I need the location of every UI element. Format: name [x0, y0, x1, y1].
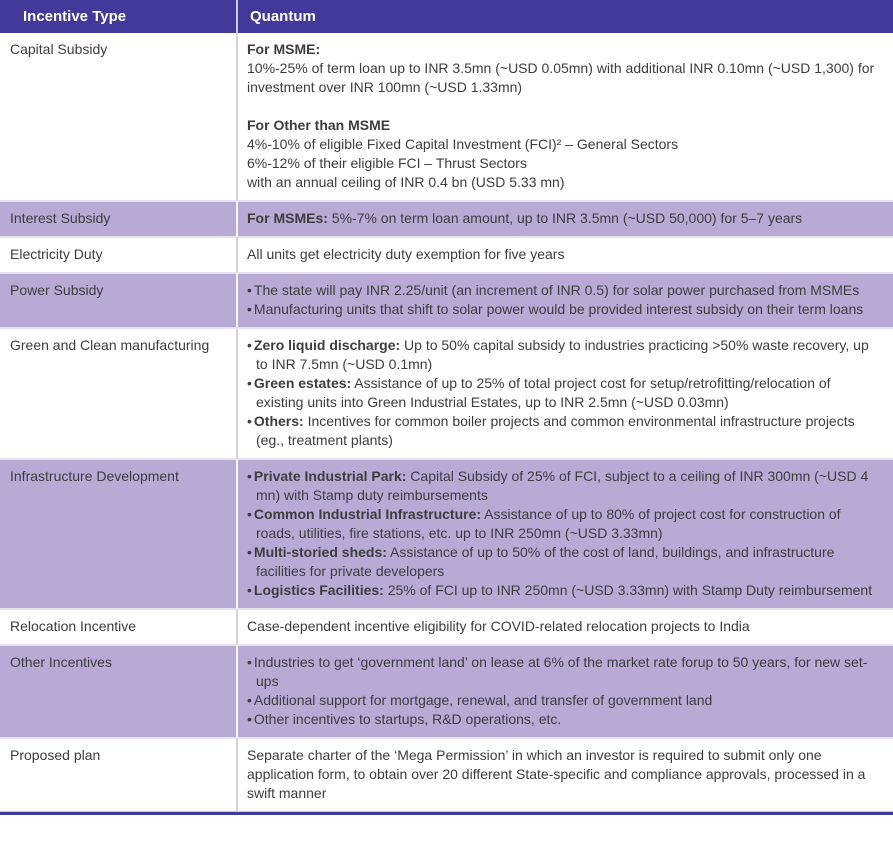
quantum-bullet-item: • Multi-storied sheds: Assistance of up to 50% of the cost of land, buildings, and infrastructure facilities for private developers [247, 544, 835, 579]
quantum-cell [238, 646, 893, 737]
quantum-gap [247, 97, 877, 116]
quantum-bullet-item: • Manufacturing units that shift to solar power would be provided interest subsidy on their term loans [247, 301, 864, 317]
column-header-quantum: Quantum [250, 8, 316, 25]
quantum-text: For MSMEs: 5%-7% on term loan amount, up to INR 3.5mn (~USD 50,000) for 5–7 years [247, 210, 803, 226]
table-header-row [0, 0, 893, 33]
quantum-bullet-item: • Green estates: Assistance of up to 25% of total project cost for setup/retrofitting/relocation of existing units into Green Industrial Estates, up to INR 2.5mn (~USD 0.03mn) [247, 375, 831, 410]
bullet-icon: • [247, 301, 252, 317]
incentive-type-cell: Other Incentives [0, 646, 238, 737]
bullet-icon: • [247, 282, 252, 298]
incentive-type-cell: Infrastructure Development [0, 460, 238, 608]
bullet-icon: • [247, 692, 252, 708]
quantum-cell [238, 33, 893, 200]
bullet-icon: • [247, 337, 252, 353]
incentive-type-cell: Proposed plan [0, 739, 238, 811]
table-row [0, 236, 893, 272]
bullet-icon: • [247, 582, 252, 598]
quantum-text: 6%-12% of their eligible FCI – Thrust Sectors [247, 155, 527, 171]
quantum-cell [238, 610, 893, 644]
table-row [0, 200, 893, 236]
quantum-bullet-item: • Others: Incentives for common boiler projects and common environmental infrastructure projects (eg., treatment plants) [247, 413, 855, 448]
quantum-bullet-item: • Other incentives to startups, R&D operations, etc. [247, 711, 562, 727]
quantum-cell [238, 238, 893, 272]
bullet-icon: • [247, 544, 252, 560]
quantum-bullet-item: • Logistics Facilities: 25% of FCI up to INR 250mn (~USD 3.33mn) with Stamp Duty reimbursement [247, 582, 873, 598]
bottom-margin [0, 815, 893, 821]
quantum-bullet-item: • Additional support for mortgage, renewal, and transfer of government land [247, 692, 713, 708]
incentive-type-cell: Interest Subsidy [0, 202, 238, 236]
quantum-bullet-item: • Industries to get ‘government land’ on lease at 6% of the market rate forup to 50 years, for new set-ups [247, 654, 868, 689]
quantum-bold-label: Multi-storied sheds: [253, 544, 387, 560]
quantum-heading: For MSME: [247, 41, 321, 57]
bullet-icon: • [247, 468, 252, 484]
table-body [0, 33, 893, 811]
quantum-text: 10%-25% of term loan up to INR 3.5mn (~USD 0.05mn) with additional INR 0.10mn (~USD 1,300) for investment over INR 100mn (~USD 1.33mn) [247, 60, 875, 95]
bullet-icon: • [247, 413, 252, 429]
incentive-type-cell: Green and Clean manufacturing [0, 329, 238, 458]
table-row [0, 33, 893, 200]
quantum-bold-label: Zero liquid discharge: [253, 337, 401, 353]
bullet-icon: • [247, 654, 252, 670]
quantum-cell [238, 739, 893, 811]
quantum-cell [238, 202, 893, 236]
quantum-text: Separate charter of the ‘Mega Permission’ in which an investor is required to submit only one application form, to obtain over 20 different State-specific and compliance approvals, processed in a swift manner [247, 747, 866, 801]
quantum-cell [238, 274, 893, 327]
incentive-type-cell: Capital Subsidy [0, 33, 238, 200]
bullet-icon: • [247, 711, 252, 727]
quantum-text: All units get electricity duty exemption for five years [247, 246, 565, 262]
incentive-type-cell: Electricity Duty [0, 238, 238, 272]
quantum-bold-label: Private Industrial Park: [253, 468, 407, 484]
quantum-heading: For Other than MSME [247, 117, 391, 133]
quantum-text: 4%-10% of eligible Fixed Capital Investment (FCI)² – General Sectors [247, 136, 679, 152]
table-row [0, 737, 893, 811]
incentive-type-cell: Relocation Incentive [0, 610, 238, 644]
quantum-bullet-item: • Zero liquid discharge: Up to 50% capital subsidy to industries practicing >50% waste recovery, up to INR 7.5mn (~USD 0.1mn) [247, 337, 869, 372]
quantum-bold-label: Green estates: [253, 375, 352, 391]
table-row [0, 644, 893, 737]
quantum-bold-label: Common Industrial Infrastructure: [253, 506, 482, 522]
quantum-bold-label: Others: [253, 413, 304, 429]
incentive-type-cell: Power Subsidy [0, 274, 238, 327]
quantum-bold-label: For MSMEs: [247, 210, 328, 226]
quantum-text: with an annual ceiling of INR 0.4 bn (USD 5.33 mn) [247, 174, 565, 190]
quantum-bold-label: Logistics Facilities: [253, 582, 384, 598]
bullet-icon: • [247, 375, 252, 391]
quantum-cell [238, 329, 893, 458]
column-header-incentive-type: Incentive Type [0, 0, 238, 33]
quantum-cell [238, 460, 893, 608]
table-row [0, 327, 893, 458]
table-row [0, 608, 893, 644]
quantum-bullet-item: • Private Industrial Park: Capital Subsidy of 25% of FCI, subject to a ceiling of INR 300mn (~USD 4 mn) with Stamp duty reimbursements [247, 468, 869, 503]
quantum-text: Case-dependent incentive eligibility for COVID-related relocation projects to India [247, 618, 750, 634]
quantum-bullet-item: • Common Industrial Infrastructure: Assistance of up to 80% of project cost for construction of roads, utilities, fire stations, etc. up to INR 250mn (~USD 3.33mn) [247, 506, 841, 541]
bullet-icon: • [247, 506, 252, 522]
table-row [0, 458, 893, 608]
quantum-bullet-item: • The state will pay INR 2.25/unit (an increment of INR 0.5) for solar power purchased from MSMEs [247, 282, 860, 298]
table-row [0, 272, 893, 327]
